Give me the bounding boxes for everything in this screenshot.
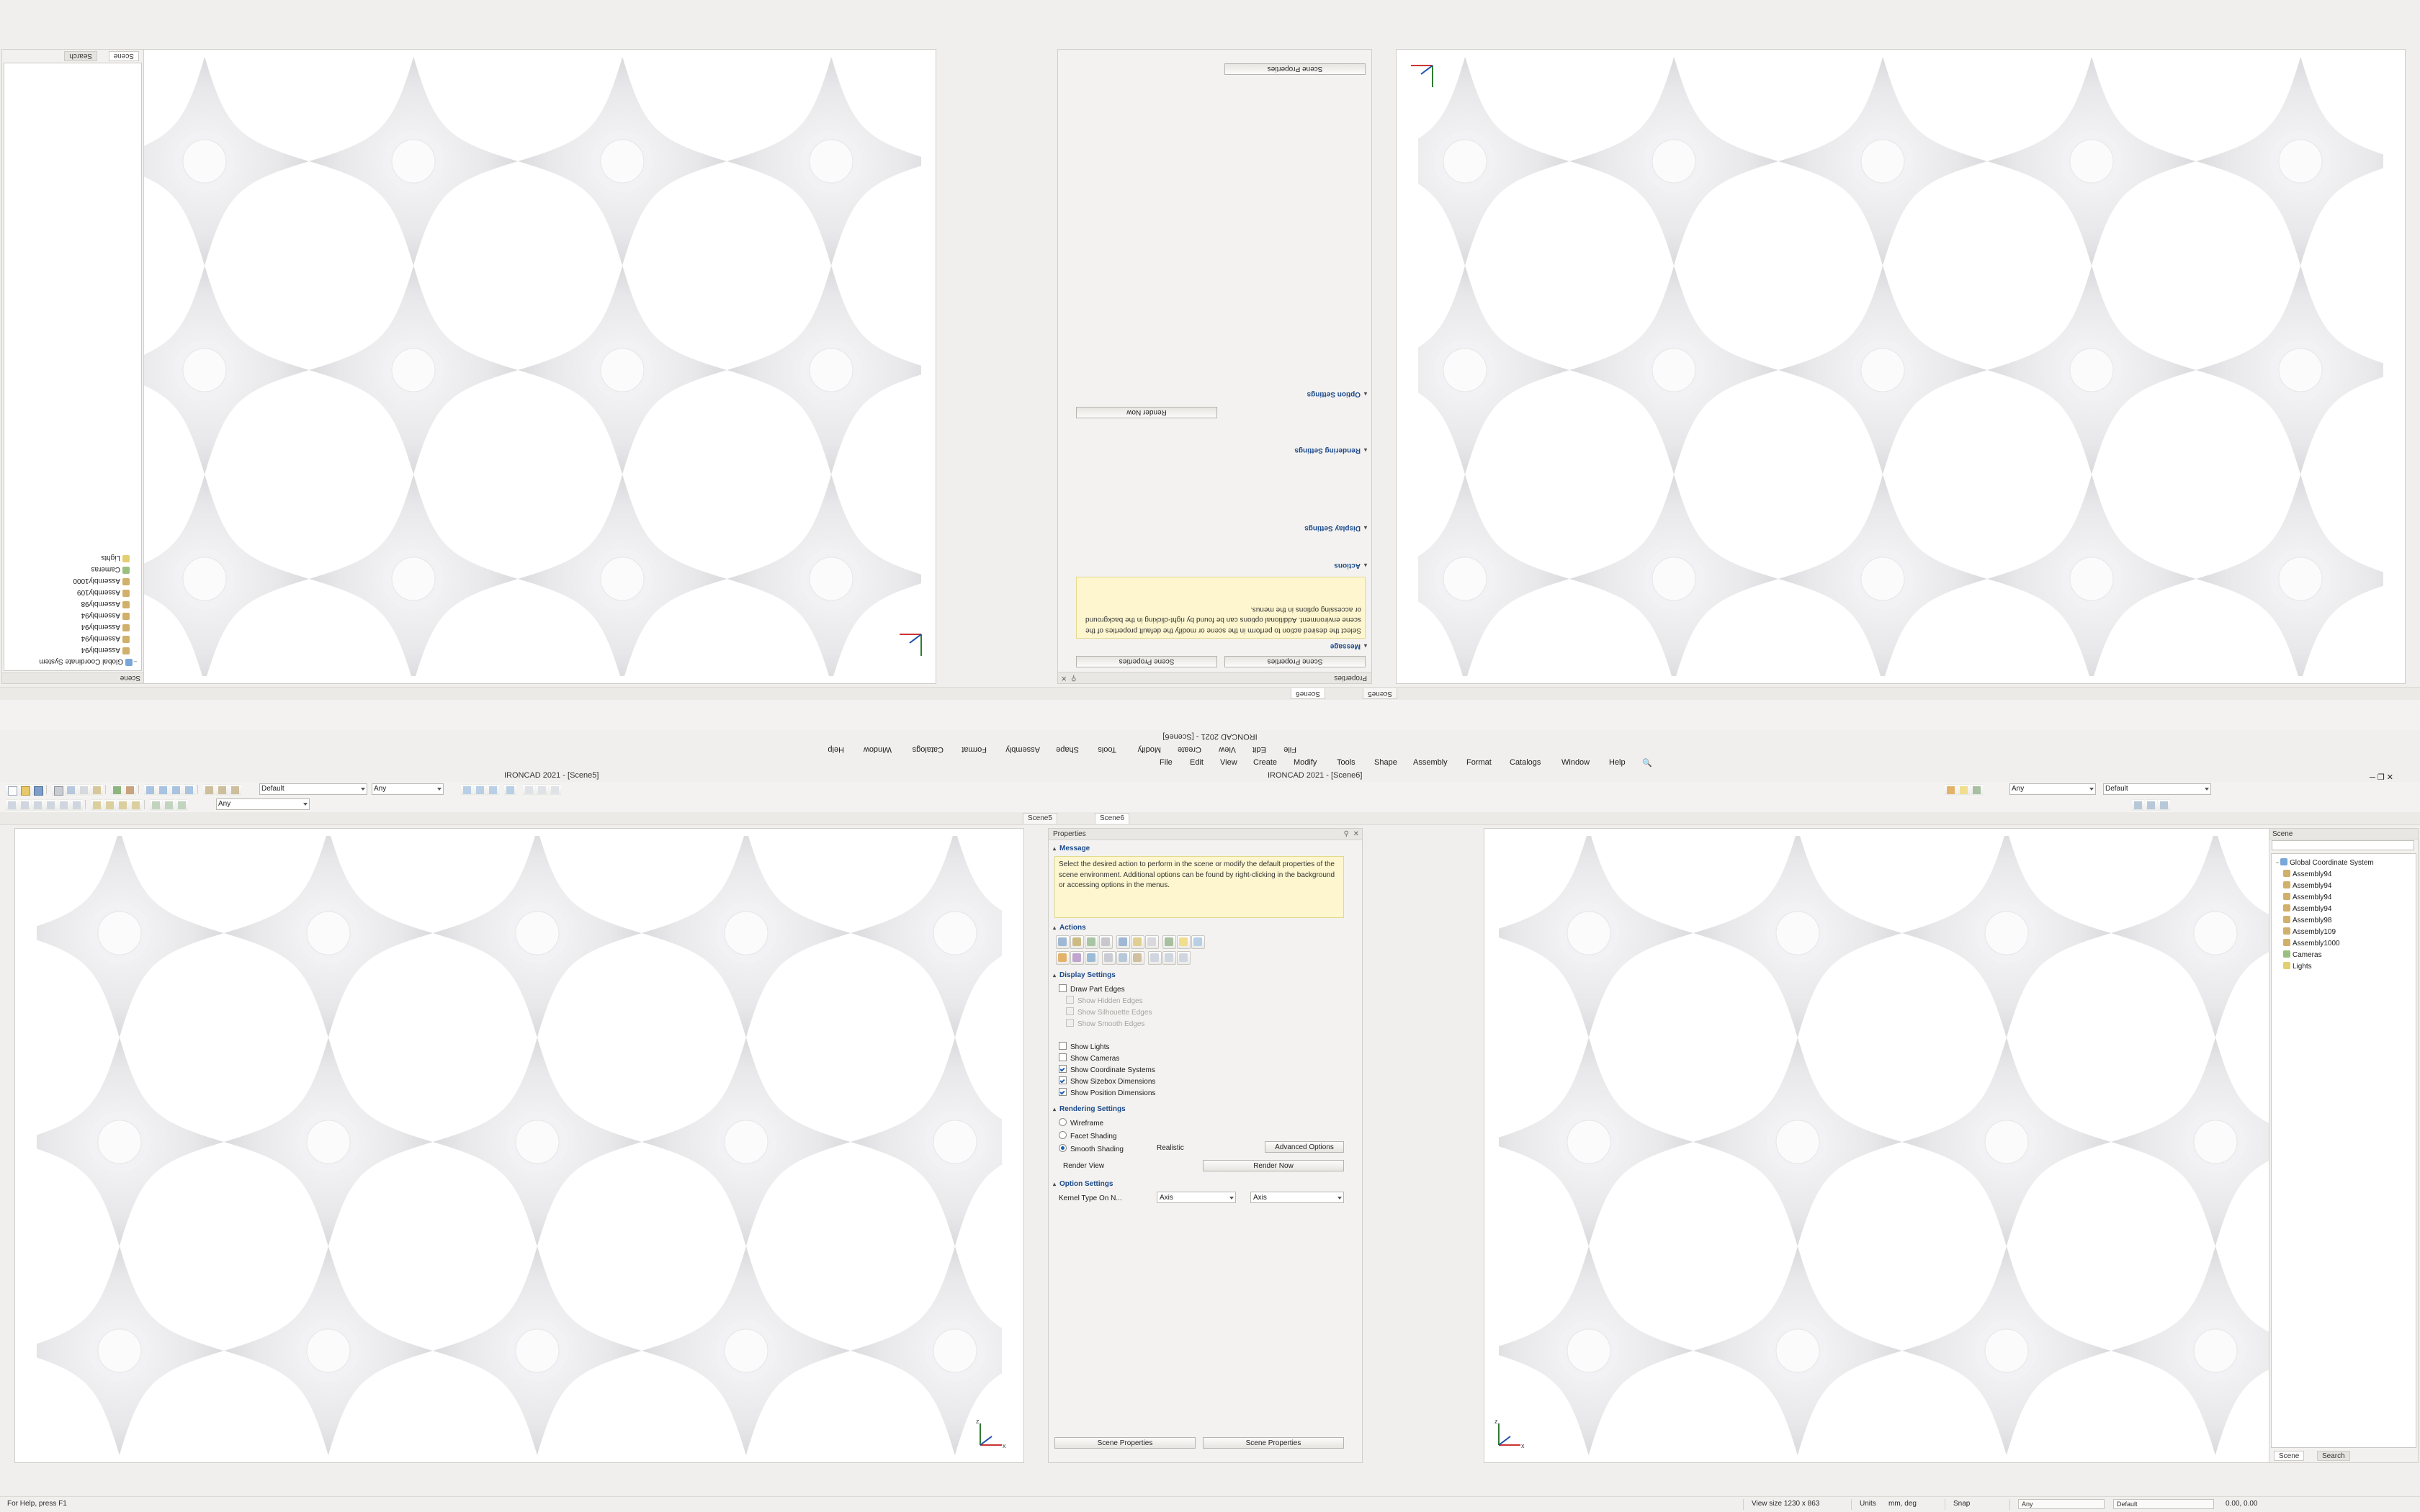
show-coordinate-systems-checkbox[interactable] (1059, 1065, 1067, 1073)
loft-icon[interactable] (183, 784, 195, 796)
properties-header (1049, 829, 1362, 840)
sweep-icon[interactable] (170, 784, 182, 796)
help-search-icon[interactable]: 🔍 (1642, 759, 1652, 768)
line-tool-icon[interactable] (19, 799, 31, 811)
doc-tab-scene6-top[interactable]: Scene6 (1291, 688, 1325, 699)
scene-browser-top (1, 49, 144, 684)
chevron-down-icon[interactable] (1337, 1197, 1342, 1200)
show-smooth-edges-label: Show Smooth Edges (1077, 1020, 1145, 1028)
mdi-title-active: IRONCAD 2021 - [Scene6] (1268, 771, 1363, 780)
open-icon[interactable] (19, 784, 31, 796)
menu-help-top[interactable]: Help (828, 745, 844, 754)
view-top-icon[interactable] (536, 784, 548, 796)
action-snap-icon[interactable] (1162, 951, 1176, 965)
menu-modify[interactable]: Modify (1294, 758, 1317, 767)
part-pattern-right (1484, 829, 2406, 1462)
triad-icon-left-top (1405, 58, 1440, 93)
svg-text:x: x (1003, 1442, 1006, 1449)
lights-icon (2283, 962, 2290, 969)
smooth-shading-label: Smooth Shading (1070, 1146, 1124, 1153)
status-divider (1743, 1499, 1744, 1510)
triad-icon-left (973, 1418, 1008, 1452)
show-silhouette-edges-label: Show Silhouette Edges (1077, 1009, 1152, 1017)
style-combo-value: Default (261, 785, 284, 793)
right-scene-tree[interactable] (2271, 853, 2416, 1448)
close-icon[interactable]: ✕ (1353, 830, 1359, 838)
view-iso-icon[interactable] (549, 784, 561, 796)
toolbar-row-1-top (0, 714, 2420, 730)
option-section-title[interactable]: ▴ Option Settings (1053, 1180, 1113, 1188)
toolbar-row-2 (0, 797, 2420, 813)
assembly-icon (2283, 893, 2290, 900)
tree-node-label: Assembly94 (2293, 894, 2332, 901)
smooth-shading-radio[interactable] (1059, 1144, 1067, 1152)
action-new-scene-icon[interactable] (1099, 935, 1113, 949)
status-divider (1851, 1499, 1852, 1510)
pin-icon[interactable]: ⚲ (1343, 830, 1349, 838)
close-icon-top[interactable]: ✕ (1061, 674, 1067, 682)
assembly-icon (2283, 927, 2290, 935)
undo-icon[interactable] (111, 784, 123, 796)
tree-node-label: Assembly94 (2293, 882, 2332, 890)
scene-properties-button-bottom-top[interactable]: Scene Properties (1224, 63, 1366, 75)
redo-icon[interactable] (124, 784, 136, 796)
tree-node-label: Lights (2293, 963, 2312, 971)
new-icon[interactable] (6, 784, 18, 796)
status-units-value: mm, deg (1888, 1500, 1917, 1508)
menu-view[interactable]: View (1220, 758, 1237, 767)
tree-node-label: Cameras (91, 565, 120, 573)
properties-header-top (1058, 672, 1371, 683)
message-text-top: Select the desired action to perform in the scene or modify the default properties of the scene environment. Additional options can be found by right-clicking in the background or accessing options in the menus. (1076, 577, 1366, 639)
document-tabs (0, 812, 2420, 825)
draw-part-edges-label: Draw Part Edges (1070, 986, 1125, 994)
assembly-icon (2283, 870, 2290, 877)
assembly-icon (2283, 881, 2290, 888)
realistic-label: Realistic (1157, 1144, 1184, 1152)
tree-node-label: Lights (101, 554, 120, 562)
wireframe-radio[interactable] (1059, 1118, 1067, 1126)
doc-tab-scene5[interactable]: Scene5 (1023, 813, 1057, 824)
menu-window-top[interactable]: Window (863, 745, 892, 754)
chevron-down-icon[interactable] (1229, 1197, 1234, 1200)
action-section-icon[interactable] (1131, 951, 1144, 965)
toolbar-separator (144, 800, 145, 809)
menu-tools-top[interactable]: Tools (1098, 745, 1116, 754)
tree-node-label: Assembly1000 (73, 577, 120, 585)
kernel-type-select[interactable] (1157, 1192, 1236, 1203)
chevron-down-icon[interactable] (2089, 788, 2094, 791)
toolbar-row-2-top (0, 699, 2420, 715)
right-tab-scene[interactable]: Scene (2274, 1451, 2304, 1461)
status-divider (2009, 1499, 2010, 1510)
tree-node-label: Assembly94 (81, 634, 120, 642)
zoom-icon[interactable] (461, 784, 473, 796)
fit-scene-icon[interactable] (504, 784, 516, 796)
svg-text:z: z (1494, 1418, 1498, 1425)
tree-node-label: Assembly94 (81, 611, 120, 619)
menu-catalogs-top[interactable]: Catalogs (912, 745, 944, 754)
toolbar-separator (197, 785, 198, 794)
triad-icon-right-top (894, 627, 928, 662)
mdi-title-inactive: IRONCAD 2021 - [Scene5] (504, 771, 599, 780)
part-pattern-left-top (1397, 50, 2405, 683)
render-combo-value: Default (2105, 785, 2128, 793)
message-section-title[interactable]: ▴ Message (1053, 845, 1090, 852)
scene-browser-title-top: Scene (2, 672, 143, 683)
tree-expander-icon-top[interactable]: − (133, 658, 138, 665)
svg-text:x: x (1521, 1442, 1525, 1449)
show-coordinate-systems-label: Show Coordinate Systems (1070, 1066, 1155, 1074)
show-position-dimensions-checkbox[interactable] (1059, 1088, 1067, 1096)
menu-file[interactable]: File (1160, 758, 1173, 767)
menu-view-top[interactable]: View (1219, 745, 1236, 754)
measure-icon[interactable] (2132, 799, 2144, 811)
coordinate-system-icon (2280, 858, 2287, 865)
doc-tab-scene6[interactable]: Scene6 (1095, 813, 1129, 824)
chamfer-icon[interactable] (229, 784, 241, 796)
part-pattern-right-top (14, 50, 936, 683)
assembly-icon (2283, 939, 2290, 946)
window-title-top: IRONCAD 2021 - [Scene6] (1162, 732, 1258, 741)
mdi-window-controls[interactable]: ─ ❐ ✕ (2370, 773, 2393, 782)
status-snap[interactable]: Snap (1953, 1500, 1971, 1508)
show-lights-checkbox[interactable] (1059, 1042, 1067, 1050)
shell-icon[interactable] (203, 784, 215, 796)
cut-icon[interactable] (65, 784, 77, 796)
status-coords: 0.00, 0.00 (2226, 1500, 2258, 1508)
spline-tool-icon[interactable] (71, 799, 83, 811)
scene-properties-button-a-top[interactable]: Scene Properties (1224, 656, 1366, 667)
render-icon[interactable] (1945, 784, 1957, 796)
action-camera-icon[interactable] (1162, 935, 1176, 949)
save-icon[interactable] (32, 784, 44, 796)
action-insert-part-icon[interactable] (1116, 935, 1130, 949)
display-section-title[interactable]: ▴ Display Settings (1053, 971, 1116, 979)
action-new-sketch-icon[interactable] (1085, 935, 1098, 949)
draw-part-edges-checkbox[interactable] (1059, 984, 1067, 992)
tree-node-label: Assembly94 (81, 623, 120, 631)
kernel-type-value: Axis (1160, 1194, 1173, 1202)
toolbar-separator (46, 785, 47, 794)
toolbar-separator (138, 785, 139, 794)
lights-icon (122, 555, 130, 562)
status-help: For Help, press F1 (7, 1500, 67, 1508)
status-units-label: Units (1860, 1500, 1876, 1508)
menu-window[interactable]: Window (1561, 758, 1590, 767)
scene-properties-button-right[interactable]: Scene Properties (1203, 1437, 1344, 1449)
tree-expander-icon[interactable]: − (2275, 859, 2280, 866)
triad-icon-right (1492, 1418, 1526, 1452)
properties-icon[interactable] (2158, 799, 2170, 811)
part-pattern-left (15, 829, 1023, 1462)
menu-create[interactable]: Create (1253, 758, 1278, 767)
show-hidden-edges-checkbox (1066, 996, 1074, 1004)
viewport-left-top[interactable] (1396, 49, 2406, 684)
assembly-icon (122, 590, 130, 597)
assembly-icon (2283, 904, 2290, 912)
facet-shading-radio[interactable] (1059, 1131, 1067, 1139)
advanced-options-button[interactable]: Advanced Options (1265, 1141, 1344, 1153)
menu-create-top[interactable]: Create (1177, 745, 1201, 754)
chevron-down-icon[interactable] (2205, 788, 2209, 791)
tree-node-label: Assembly94 (81, 646, 120, 654)
material-combo[interactable] (372, 783, 444, 795)
view-front-icon[interactable] (523, 784, 535, 796)
action-new-part-icon[interactable] (1056, 935, 1070, 949)
print-icon[interactable] (52, 784, 64, 796)
ironcad-window (0, 756, 2420, 1512)
option-section-label: Option Settings (1059, 1180, 1113, 1188)
action-animation-icon[interactable] (1070, 951, 1084, 965)
arc-tool-icon[interactable] (32, 799, 44, 811)
kernel-type-label: Kernel Type On N... (1059, 1194, 1122, 1202)
assembly-icon (122, 636, 130, 643)
pattern-tool-icon[interactable] (163, 799, 175, 811)
menu-edit-top[interactable]: Edit (1252, 745, 1266, 754)
tab-scene-top[interactable]: Scene (109, 51, 139, 61)
layer-combo-value: Any (2012, 785, 2025, 793)
menu-assembly-top[interactable]: Assembly (1005, 745, 1040, 754)
display-section-title-top: ▴Display Settings (1304, 524, 1367, 532)
show-cameras-label: Show Cameras (1070, 1055, 1120, 1063)
show-lights-label: Show Lights (1070, 1043, 1110, 1051)
show-sizebox-dimensions-checkbox[interactable] (1059, 1076, 1067, 1084)
message-section-label: Message (1059, 845, 1090, 852)
show-silhouette-edges-checkbox (1066, 1007, 1074, 1015)
material-combo-value: Any (374, 785, 387, 793)
toolbar-row-1 (0, 782, 2420, 798)
style-combo[interactable] (259, 783, 367, 795)
show-hidden-edges-label: Show Hidden Edges (1077, 997, 1143, 1005)
actions-section-title[interactable]: ▴ Actions (1053, 924, 1086, 932)
tree-node-label: Assembly109 (76, 588, 120, 596)
show-position-dimensions-label: Show Position Dimensions (1070, 1089, 1156, 1097)
action-insert-text-icon[interactable] (1145, 935, 1159, 949)
scene-tree-top[interactable] (4, 63, 142, 671)
pin-icon-top[interactable]: ⚲ (1071, 674, 1077, 682)
properties-title: Properties (1053, 830, 1086, 838)
assembly-icon (2283, 916, 2290, 923)
menu-assembly[interactable]: Assembly (1413, 758, 1448, 767)
chevron-down-icon[interactable] (303, 803, 308, 806)
right-search-input[interactable] (2272, 840, 2414, 850)
scene-browser-tabs-top (4, 50, 142, 61)
tree-node-label: Assembly109 (2293, 928, 2336, 936)
orbit-icon[interactable] (487, 784, 499, 796)
properties-panel (1048, 828, 1363, 1463)
link-tool-icon[interactable] (176, 799, 188, 811)
chevron-down-icon[interactable] (437, 788, 442, 791)
light-icon[interactable] (1958, 784, 1970, 796)
action-light-icon[interactable] (1177, 935, 1191, 949)
assembly-icon (122, 647, 130, 654)
action-new-assembly-icon[interactable] (1070, 935, 1084, 949)
wireframe-label: Wireframe (1070, 1120, 1104, 1128)
tree-node-label: Assembly94 (2293, 905, 2332, 913)
rectangle-tool-icon[interactable] (58, 799, 70, 811)
show-smooth-edges-checkbox (1066, 1019, 1074, 1027)
toolbar-separator (85, 800, 86, 809)
menu-edit[interactable]: Edit (1190, 758, 1204, 767)
section-icon[interactable] (2145, 799, 2157, 811)
actions-section-title-top: ▴Actions (1334, 562, 1367, 570)
scene-properties-button-b-top[interactable]: Scene Properties (1076, 656, 1217, 667)
render-view-label: Render View (1063, 1162, 1105, 1170)
actions-grid (1056, 935, 1344, 967)
kernel-type-select-secondary[interactable] (1250, 1192, 1344, 1203)
revolve-icon[interactable] (157, 784, 169, 796)
document-tabs-top (0, 687, 2420, 700)
action-grid-icon[interactable] (1148, 951, 1162, 965)
assembly-icon (122, 613, 130, 620)
cameras-icon (122, 567, 130, 574)
render-combo[interactable] (2103, 783, 2211, 795)
assembly-icon (122, 578, 130, 585)
coordinate-system-icon-top (125, 659, 133, 666)
circle-tool-icon[interactable] (45, 799, 57, 811)
status-style-pill[interactable]: Any (2018, 1499, 2105, 1509)
properties-panel-top (1057, 49, 1372, 684)
tree-node-label: Assembly94 (2293, 870, 2332, 878)
tree-node-label: Assembly98 (81, 600, 120, 608)
menu-help[interactable]: Help (1609, 758, 1626, 767)
actions-section-label: Actions (1059, 924, 1086, 932)
status-bar (0, 1496, 2420, 1512)
menu-catalogs[interactable]: Catalogs (1510, 758, 1541, 767)
paste-icon[interactable] (91, 784, 103, 796)
dimension-tool-icon[interactable] (91, 799, 103, 811)
chevron-down-icon[interactable] (361, 788, 365, 791)
copy-icon[interactable] (78, 784, 90, 796)
cameras-icon (2283, 950, 2290, 958)
menu-bar (0, 756, 2420, 771)
show-sizebox-dimensions-label: Show Sizebox Dimensions (1070, 1078, 1156, 1086)
offset-tool-icon[interactable] (130, 799, 142, 811)
viewport-right-top[interactable] (13, 49, 936, 684)
tab-search-top[interactable]: Search (64, 51, 97, 61)
menu-tools[interactable]: Tools (1337, 758, 1355, 767)
fillet-icon[interactable] (216, 784, 228, 796)
message-text: Select the desired action to perform in the scene or modify the default properties of the scene environment. Additional options can be found by right-clicking in the background or accessing options in the menus. (1054, 856, 1344, 918)
message-section-title-top: ▴Message (1330, 642, 1367, 650)
show-cameras-checkbox[interactable] (1059, 1053, 1067, 1061)
tree-node-label: Global Coordinate System (2290, 859, 2374, 867)
right-scene-browser (2269, 828, 2419, 1463)
assembly-icon (122, 601, 130, 608)
render-now-button-top[interactable]: Render Now (1076, 407, 1217, 418)
facet-shading-label: Facet Shading (1070, 1133, 1117, 1140)
surface-combo-value: Any (218, 800, 231, 808)
trim-tool-icon[interactable] (117, 799, 129, 811)
layer-combo[interactable] (2009, 783, 2096, 795)
camera-icon[interactable] (1971, 784, 1983, 796)
display-section-label: Display Settings (1059, 971, 1116, 979)
scene-properties-button-left[interactable]: Scene Properties (1054, 1437, 1196, 1449)
status-view-size: View size 1230 x 863 (1752, 1500, 1820, 1508)
rendering-section-label: Rendering Settings (1059, 1105, 1126, 1113)
tree-node-label: Cameras (2293, 951, 2322, 959)
action-print-icon[interactable] (1102, 951, 1116, 965)
action-export-icon[interactable] (1085, 951, 1098, 965)
doc-tab-scene5-top[interactable]: Scene5 (1363, 688, 1397, 699)
kernel-type-value-secondary: Axis (1253, 1194, 1267, 1202)
tree-node-label: Assembly98 (2293, 917, 2332, 924)
properties-title-top: Properties (1334, 674, 1367, 682)
tree-node-label-top: Global Coordinate System (39, 657, 123, 665)
action-measure-icon[interactable] (1116, 951, 1130, 965)
render-now-button[interactable]: Render Now (1203, 1160, 1344, 1171)
action-render-icon[interactable] (1056, 951, 1070, 965)
rendering-section-title[interactable]: ▴ Rendering Settings (1053, 1105, 1126, 1113)
right-scene-title: Scene (2269, 829, 2418, 840)
tree-node-label: Assembly1000 (2293, 940, 2340, 948)
menu-format[interactable]: Format (1466, 758, 1492, 767)
assembly-icon (122, 624, 130, 631)
mirror-tool-icon[interactable] (150, 799, 162, 811)
right-dock-tabs (2271, 1451, 2416, 1462)
action-background-icon[interactable] (1191, 935, 1205, 949)
menu-shape-top[interactable]: Shape (1056, 745, 1079, 754)
menu-shape[interactable]: Shape (1374, 758, 1397, 767)
toolbar-separator (105, 785, 106, 794)
menu-file-top[interactable]: File (1283, 745, 1296, 754)
action-units-icon[interactable] (1177, 951, 1191, 965)
status-default-pill[interactable]: Default (2113, 1499, 2214, 1509)
option-section-title-top: ▴Option Settings (1307, 390, 1367, 398)
select-tool-icon[interactable] (6, 799, 18, 811)
menu-modify-top[interactable]: Modify (1137, 745, 1161, 754)
pan-icon[interactable] (474, 784, 486, 796)
extrude-icon[interactable] (144, 784, 156, 796)
menu-format-top[interactable]: Format (962, 745, 987, 754)
viewport-left[interactable] (14, 828, 1024, 1463)
constraint-tool-icon[interactable] (104, 799, 116, 811)
action-insert-image-icon[interactable] (1131, 935, 1144, 949)
svg-text:z: z (976, 1418, 980, 1425)
surface-combo[interactable] (216, 798, 310, 810)
mdi-title-bar (0, 770, 2420, 782)
right-tab-search[interactable]: Search (2317, 1451, 2350, 1461)
main-window (0, 756, 2420, 1512)
menu-bar-top (0, 741, 2420, 756)
rendering-section-title-top: ▴Rendering Settings (1294, 446, 1367, 454)
title-bar-top (0, 730, 2420, 742)
